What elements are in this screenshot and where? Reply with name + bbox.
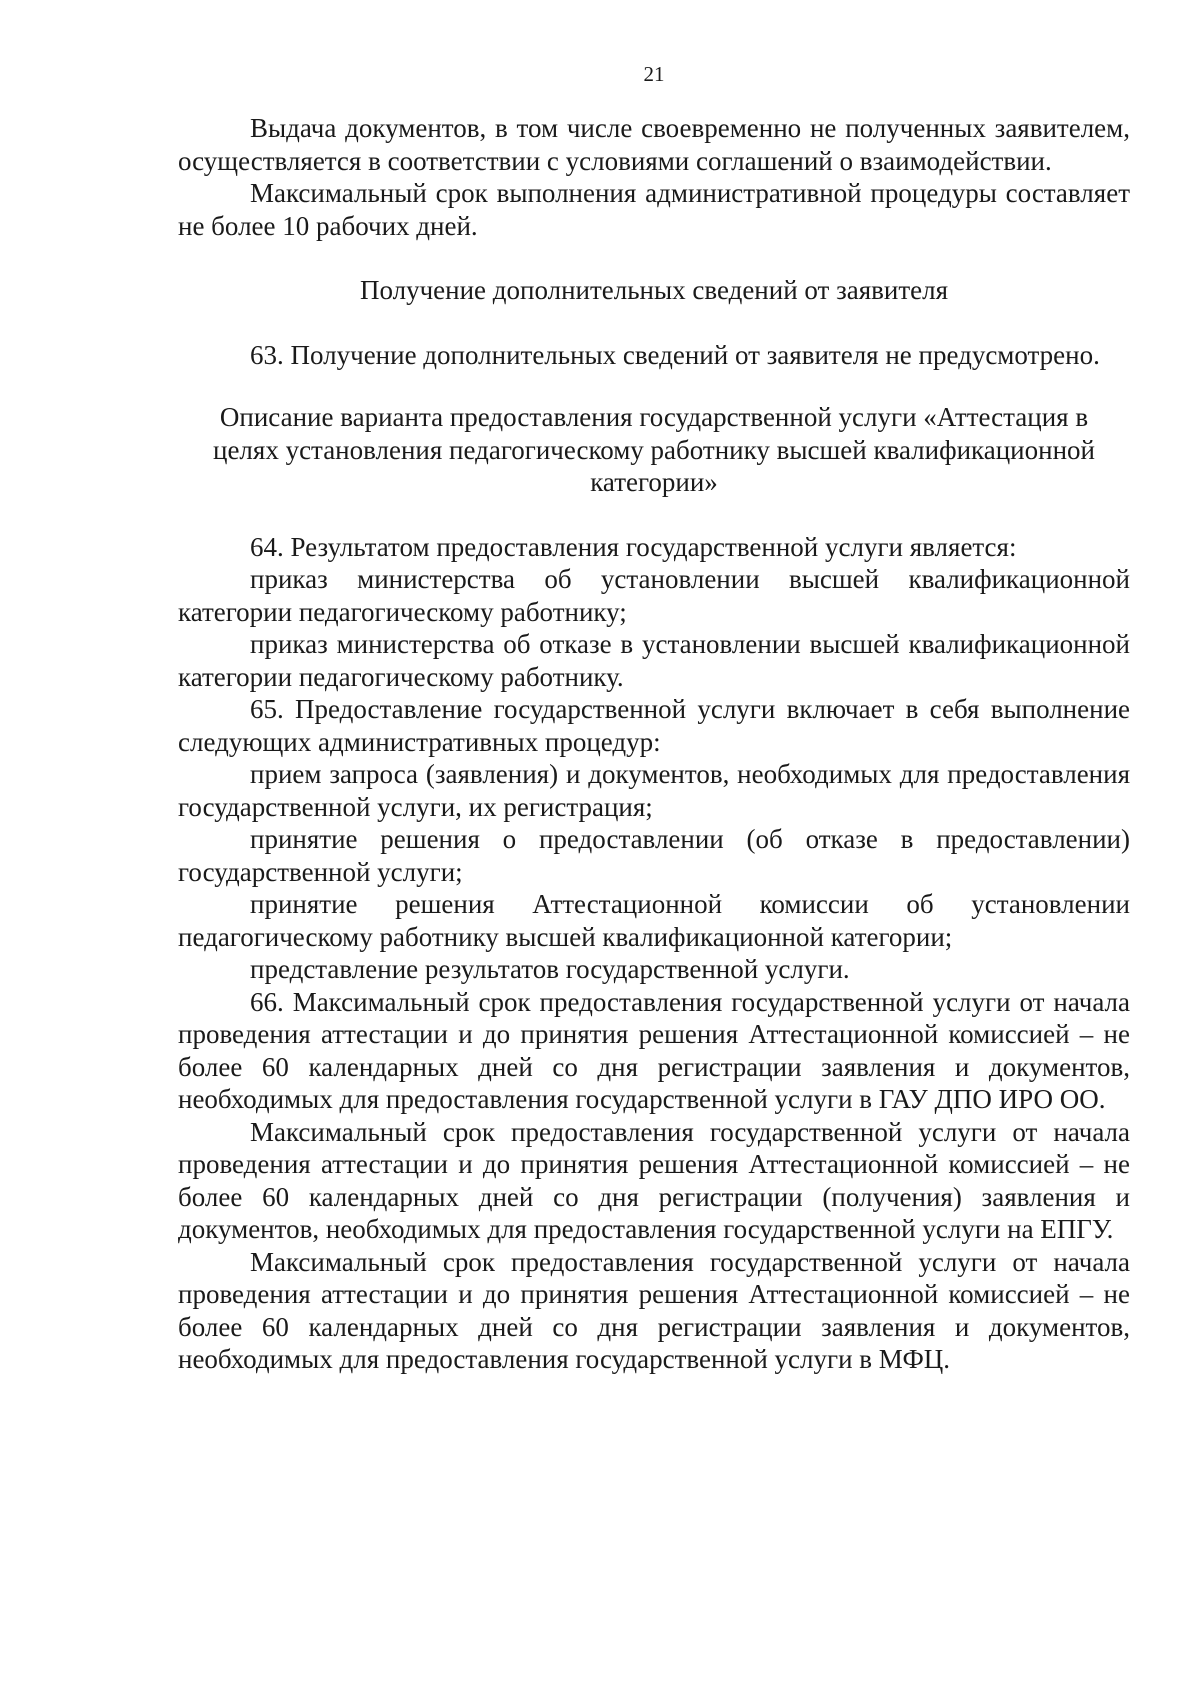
- section-heading-additional-info: Получение дополнительных сведений от заявителя: [359, 275, 949, 305]
- paragraph-65: 65. Предоставление государственной услуги включает в себя выполнение следующих административных процедур:: [178, 694, 1130, 757]
- list-item-65-3: принятие решения Аттестационной комиссии об установлении педагогическому работнику высшей квалификационной категории;: [178, 889, 1130, 952]
- list-item-64-2: приказ министерства об отказе в установлении высшей квалификационной категории педагогическому работнику.: [178, 629, 1130, 692]
- paragraph-63: 63. Получение дополнительных сведений от заявителя не предусмотрено.: [250, 339, 1100, 370]
- document-body: [178, 112, 1130, 1376]
- list-item-64-1: приказ министерства об установлении высшей квалификационной категории педагогическому работнику;: [178, 564, 1130, 627]
- paragraph-66: 66. Максимальный срок предоставления государственной услуги от начала проведения аттестации и до принятия решения Аттестационной комиссией – не более 60 календарных дней со дня регистрации заявления и документов, необходимых для предоставления государственной услуги в ГАУ ДПО ИРО ОО.: [178, 986, 1130, 1114]
- paragraph-max-term-procedure: Максимальный срок выполнения административной процедуры составляет не более 10 рабочих дней.: [178, 178, 1130, 241]
- paragraph-64: 64. Результатом предоставления государственной услуги является:: [250, 531, 1017, 562]
- paragraph-66-mfc: Максимальный срок предоставления государственной услуги от начала проведения аттестации и до принятия решения Аттестационной комиссией – не более 60 календарных дней со дня регистрации заявления и документов, необходимых для предоставления государственной услуги в МФЦ.: [178, 1246, 1130, 1374]
- list-item-65-1: прием запроса (заявления) и документов, необходимых для предоставления государственной услуги, их регистрация;: [178, 759, 1130, 822]
- page-number: 21: [643, 62, 665, 86]
- list-item-65-4: представление результатов государственной услуги.: [250, 954, 850, 984]
- section-heading-variant: Описание варианта предоставления государственной услуги «Аттестация в целях установления педагогическому работнику высшей квалификационной категории»: [213, 402, 1095, 497]
- paragraph-issue-documents: Выдача документов, в том числе своевременно не полученных заявителем, осуществляется в соответствии с условиями соглашений о взаимодействии.: [178, 113, 1130, 176]
- list-item-65-2: принятие решения о предоставлении (об отказе в предоставлении) государственной услуги;: [178, 824, 1130, 887]
- paragraph-66-epgu: Максимальный срок предоставления государственной услуги от начала проведения аттестации и до принятия решения Аттестационной комиссией – не более 60 календарных дней со дня регистрации (получения) заявления и документов, необходимых для предоставления государственной услуги на ЕПГУ.: [178, 1116, 1130, 1244]
